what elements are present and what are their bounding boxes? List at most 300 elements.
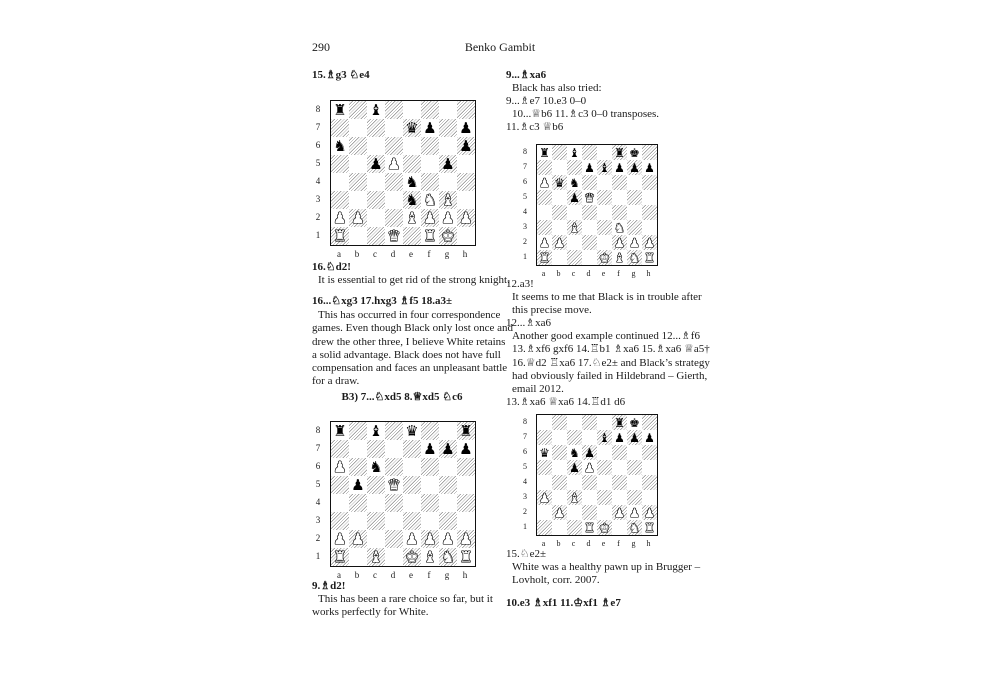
board-square [567, 160, 582, 175]
chess-board [536, 144, 658, 266]
white-pawn-icon: ♟ [554, 235, 565, 250]
board-square [537, 475, 552, 490]
black-pawn-icon: ♟ [369, 154, 383, 173]
board-square [597, 490, 612, 505]
board-square [349, 440, 367, 458]
chess-board [330, 100, 476, 246]
move-13: 13.♗xa6 ♕xa6 14.♖d1 d6 [506, 396, 626, 408]
board-square [552, 250, 567, 265]
white-rook-icon: ♜ [539, 250, 550, 265]
black-pawn-icon: ♟ [459, 136, 473, 155]
white-pawn-icon: ♟ [539, 490, 550, 505]
move-12: 12.a3! [506, 278, 534, 290]
chess-diagram-2 [312, 417, 482, 580]
board-square [582, 250, 597, 265]
white-queen-icon: ♛ [584, 190, 595, 205]
board-square [367, 137, 385, 155]
move-9: 9.♗d2! [312, 580, 346, 592]
board-square [597, 460, 612, 475]
board-square [627, 490, 642, 505]
file-label: f [617, 539, 620, 548]
black-rook-icon: ♜ [539, 145, 550, 160]
rank-label: 5 [523, 461, 527, 471]
rank-label: 1 [523, 521, 527, 531]
black-pawn-icon: ♟ [423, 439, 437, 458]
black-pawn-icon: ♟ [459, 118, 473, 137]
white-pawn-icon: ♟ [333, 208, 347, 227]
para-line: Lovholt, corr. 2007. [512, 574, 600, 587]
board-square [331, 119, 349, 137]
black-knight-icon: ♞ [569, 445, 580, 460]
board-square [421, 155, 439, 173]
board-square [627, 175, 642, 190]
board-square [367, 494, 385, 512]
black-rook-icon: ♜ [459, 421, 473, 440]
board-square [537, 160, 552, 175]
board-square [349, 227, 367, 245]
board-square [439, 137, 457, 155]
white-knight-icon: ♞ [614, 220, 625, 235]
file-label: h [462, 570, 468, 580]
file-label: f [427, 249, 431, 259]
para-line: works perfectly for White. [312, 606, 429, 619]
variation-line-1: 9...♗e7 10.e3 0–0 [506, 95, 587, 107]
paragraph-example [506, 330, 710, 396]
board-square [582, 505, 597, 520]
board-square [439, 512, 457, 530]
black-pawn-icon: ♟ [614, 160, 625, 175]
para-line: a solid advantage. Black does not have full [312, 348, 501, 361]
white-pawn-icon: ♟ [629, 505, 640, 520]
board-square [642, 175, 657, 190]
white-knight-icon: ♞ [423, 190, 437, 209]
file-label: f [427, 570, 431, 580]
para-line: for a draw. [312, 375, 360, 388]
file-label: e [409, 570, 413, 580]
black-bishop-icon: ♝ [599, 430, 610, 445]
board-square [403, 458, 421, 476]
board-square [457, 191, 475, 209]
white-pawn-icon: ♟ [351, 529, 365, 548]
board-square [349, 137, 367, 155]
file-label: d [586, 539, 591, 548]
black-rook-icon: ♜ [614, 415, 625, 430]
rank-label: 3 [523, 221, 527, 231]
board-square [385, 440, 403, 458]
para-line: compensation and faces an unpleasant battle [312, 362, 508, 375]
rank-label: 6 [523, 446, 527, 456]
board-square [349, 548, 367, 566]
white-bishop-icon: ♝ [441, 190, 455, 209]
rank-label: 3 [523, 491, 527, 501]
rank-label: 2 [523, 236, 527, 246]
board-square [642, 220, 657, 235]
black-queen-icon: ♛ [405, 118, 419, 137]
board-square [385, 101, 403, 119]
board-square [367, 173, 385, 191]
white-pawn-icon: ♟ [459, 208, 473, 227]
variation-line-2: 10...♕b6 11.♗c3 0–0 transposes. [512, 108, 660, 120]
white-king-icon: ♚ [599, 250, 610, 265]
rank-label: 7 [523, 161, 527, 171]
file-label: d [586, 269, 591, 278]
board-square [582, 490, 597, 505]
board-square [627, 205, 642, 220]
black-bishop-icon: ♝ [369, 100, 383, 119]
board-square [642, 460, 657, 475]
black-knight-icon: ♞ [369, 457, 383, 476]
board-square [403, 512, 421, 530]
board-square [627, 460, 642, 475]
rank-label: 6 [315, 139, 321, 150]
black-pawn-icon: ♟ [441, 439, 455, 458]
white-pawn-icon: ♟ [441, 208, 455, 227]
white-rook-icon: ♜ [459, 547, 473, 566]
black-queen-icon: ♛ [539, 445, 550, 460]
white-rook-icon: ♜ [644, 250, 655, 265]
board-square [642, 205, 657, 220]
file-label: e [601, 269, 606, 278]
chess-board [536, 414, 658, 536]
board-square [349, 155, 367, 173]
board-square [367, 227, 385, 245]
rank-label: 1 [315, 229, 321, 240]
board-square [439, 476, 457, 494]
board-square [367, 476, 385, 494]
file-label: h [462, 249, 468, 259]
white-pawn-icon: ♟ [554, 505, 565, 520]
black-pawn-icon: ♟ [569, 460, 580, 475]
board-square [385, 458, 403, 476]
file-label: c [571, 539, 576, 548]
black-queen-icon: ♛ [405, 421, 419, 440]
board-square [403, 227, 421, 245]
board-square [582, 475, 597, 490]
board-square [552, 220, 567, 235]
black-rook-icon: ♜ [333, 100, 347, 119]
board-square [403, 440, 421, 458]
board-square [403, 101, 421, 119]
black-knight-icon: ♞ [569, 175, 580, 190]
board-square [612, 190, 627, 205]
para-line: This has occurred in four correspondence [318, 309, 501, 321]
black-pawn-icon: ♟ [423, 118, 437, 137]
black-king-icon: ♚ [629, 415, 640, 430]
file-label: d [390, 570, 396, 580]
white-pawn-icon: ♟ [584, 460, 595, 475]
para-line: Another good example continued 12...♗f6 [512, 330, 700, 342]
file-label: e [601, 539, 606, 548]
black-bishop-icon: ♝ [369, 421, 383, 440]
chess-diagram-3 [520, 140, 660, 278]
board-square [457, 155, 475, 173]
rank-label: 6 [523, 176, 527, 186]
board-square [331, 440, 349, 458]
board-square [421, 173, 439, 191]
move-9-xa6: 9...♗xa6 [506, 69, 547, 81]
rank-label: 1 [523, 251, 527, 261]
white-rook-icon: ♜ [333, 547, 347, 566]
board-square [439, 494, 457, 512]
board-square [597, 190, 612, 205]
para-line: 13.♗xf6 gxf6 14.♖b1 ♗xa6 15.♗xa6 ♕a5† [512, 343, 710, 356]
rank-label: 5 [315, 157, 321, 168]
board-square [331, 173, 349, 191]
paragraph-1 [312, 309, 513, 389]
white-knight-icon: ♞ [441, 547, 455, 566]
file-label: a [541, 539, 546, 548]
rank-label: 4 [523, 476, 527, 486]
board-square [612, 175, 627, 190]
board-square [612, 475, 627, 490]
board-square [567, 475, 582, 490]
board-square [421, 512, 439, 530]
board-square [537, 190, 552, 205]
board-square [421, 476, 439, 494]
board-square [439, 119, 457, 137]
file-label: a [337, 249, 341, 259]
board-square [552, 190, 567, 205]
black-knight-icon: ♞ [333, 136, 347, 155]
file-label: c [373, 249, 377, 259]
chess-board [330, 421, 476, 567]
paragraph-2 [312, 593, 493, 620]
board-square [627, 190, 642, 205]
board-square [349, 191, 367, 209]
board-square [367, 530, 385, 548]
para-line: had obviously failed in Hildebrand – Gierth, [512, 369, 708, 382]
board-square [642, 475, 657, 490]
white-rook-icon: ♜ [423, 226, 437, 245]
board-square [457, 173, 475, 191]
paragraph-final [506, 561, 700, 588]
rank-label: 8 [315, 424, 321, 435]
board-square [403, 137, 421, 155]
rank-label: 3 [315, 193, 321, 204]
board-square [597, 475, 612, 490]
black-pawn-icon: ♟ [351, 475, 365, 494]
board-square [537, 220, 552, 235]
board-square [421, 422, 439, 440]
board-square [582, 415, 597, 430]
white-pawn-icon: ♟ [539, 235, 550, 250]
file-label: a [337, 570, 341, 580]
board-square [385, 530, 403, 548]
white-rook-icon: ♜ [584, 520, 595, 535]
board-square [367, 512, 385, 530]
board-square [331, 155, 349, 173]
board-square [367, 191, 385, 209]
board-square [552, 460, 567, 475]
board-square [552, 430, 567, 445]
board-square [597, 235, 612, 250]
board-square [552, 475, 567, 490]
board-square [567, 205, 582, 220]
black-bishop-icon: ♝ [599, 160, 610, 175]
board-square [349, 458, 367, 476]
rank-label: 7 [523, 431, 527, 441]
board-square [597, 220, 612, 235]
board-square [552, 415, 567, 430]
board-square [349, 494, 367, 512]
board-square [385, 191, 403, 209]
board-square [537, 205, 552, 220]
board-square [597, 415, 612, 430]
white-pawn-icon: ♟ [333, 529, 347, 548]
file-label: d [390, 249, 396, 259]
white-bishop-icon: ♝ [369, 547, 383, 566]
board-square [421, 458, 439, 476]
black-pawn-icon: ♟ [441, 154, 455, 173]
board-square [582, 145, 597, 160]
board-square [367, 440, 385, 458]
board-square [537, 505, 552, 520]
rank-label: 4 [523, 206, 527, 216]
page-number: 290 [312, 40, 330, 54]
black-pawn-icon: ♟ [644, 160, 655, 175]
para-line: It seems to me that Black is in trouble after [512, 291, 702, 303]
white-pawn-icon: ♟ [333, 457, 347, 476]
white-pawn-icon: ♟ [629, 235, 640, 250]
white-pawn-icon: ♟ [614, 235, 625, 250]
board-square [582, 430, 597, 445]
board-square [597, 145, 612, 160]
para-line: email 2012. [512, 383, 564, 396]
board-square [421, 101, 439, 119]
white-pawn-icon: ♟ [644, 235, 655, 250]
file-label: b [354, 570, 360, 580]
black-pawn-icon: ♟ [644, 430, 655, 445]
black-queen-icon: ♛ [554, 175, 565, 190]
white-pawn-icon: ♟ [614, 505, 625, 520]
board-square [457, 494, 475, 512]
rank-label: 8 [315, 103, 321, 114]
board-square [349, 422, 367, 440]
board-square [457, 227, 475, 245]
white-pawn-icon: ♟ [351, 208, 365, 227]
black-pawn-icon: ♟ [584, 160, 595, 175]
file-label: h [646, 269, 651, 278]
para-line: This has been a rare choice so far, but it [318, 593, 493, 605]
chess-diagram-1 [312, 96, 482, 259]
rank-label: 8 [523, 416, 527, 426]
move-16: 16.♘d2! [312, 261, 351, 273]
board-square [552, 160, 567, 175]
board-square [385, 173, 403, 191]
board-square [612, 520, 627, 535]
board-square [627, 220, 642, 235]
chess-diagram-4 [520, 410, 660, 548]
board-square [385, 209, 403, 227]
board-square [552, 520, 567, 535]
board-square [612, 460, 627, 475]
black-pawn-icon: ♟ [584, 445, 595, 460]
board-square [612, 490, 627, 505]
board-square [457, 512, 475, 530]
board-square [537, 520, 552, 535]
rank-label: 8 [523, 146, 527, 156]
board-square [421, 494, 439, 512]
board-square [567, 505, 582, 520]
rank-label: 7 [315, 442, 321, 453]
white-bishop-icon: ♝ [569, 490, 580, 505]
variation-line-3: 11.♗c3 ♕b6 [506, 121, 564, 133]
board-square [331, 476, 349, 494]
white-pawn-icon: ♟ [405, 529, 419, 548]
file-label: g [631, 539, 636, 548]
rank-label: 1 [315, 550, 321, 561]
note-text: It is essential to get rid of the strong knight. [318, 274, 510, 286]
board-square [349, 512, 367, 530]
white-pawn-icon: ♟ [539, 175, 550, 190]
white-bishop-icon: ♝ [405, 208, 419, 227]
running-title: Benko Gambit [464, 40, 536, 54]
rank-label: 4 [315, 496, 321, 507]
board-square [567, 415, 582, 430]
rank-label: 3 [315, 514, 321, 525]
board-square [582, 235, 597, 250]
board-square [642, 145, 657, 160]
board-square [552, 445, 567, 460]
board-square [349, 173, 367, 191]
white-knight-icon: ♞ [629, 520, 640, 535]
white-king-icon: ♚ [599, 520, 610, 535]
board-square [421, 137, 439, 155]
board-square [385, 422, 403, 440]
black-pawn-icon: ♟ [569, 190, 580, 205]
rank-label: 4 [315, 175, 321, 186]
rank-label: 2 [315, 532, 321, 543]
white-pawn-icon: ♟ [644, 505, 655, 520]
board-square [385, 494, 403, 512]
white-king-icon: ♚ [405, 547, 419, 566]
board-square [642, 415, 657, 430]
board-square [597, 445, 612, 460]
white-pawn-icon: ♟ [441, 529, 455, 548]
rank-label: 6 [315, 460, 321, 471]
para-line: this precise move. [512, 304, 592, 317]
board-square [612, 205, 627, 220]
board-square [582, 175, 597, 190]
board-square [597, 175, 612, 190]
board-square [567, 235, 582, 250]
board-square [642, 190, 657, 205]
para-line: 16.♕d2 ♖xa6 17.♘e2± and Black’s strategy [512, 356, 710, 369]
black-pawn-icon: ♟ [629, 430, 640, 445]
board-square [552, 205, 567, 220]
rank-label: 2 [523, 506, 527, 516]
white-queen-icon: ♛ [387, 226, 401, 245]
board-square [385, 512, 403, 530]
intro-text: Black has also tried: [512, 82, 602, 94]
move-15: 15.♘e2± [506, 548, 547, 560]
board-square [349, 101, 367, 119]
board-square [331, 191, 349, 209]
file-label: b [556, 269, 561, 278]
move-12-xa6: 12...♗xa6 [506, 317, 551, 329]
white-rook-icon: ♜ [644, 520, 655, 535]
rank-label: 2 [315, 211, 321, 222]
board-square [385, 137, 403, 155]
white-rook-icon: ♜ [333, 226, 347, 245]
black-rook-icon: ♜ [614, 145, 625, 160]
file-label: g [444, 570, 450, 580]
section-heading-b3: B3) 7...♘xd5 8.♕xd5 ♘c6 [341, 391, 463, 403]
white-queen-icon: ♛ [387, 475, 401, 494]
board-square [403, 494, 421, 512]
para-line: drew the other three, I believe White retains [312, 335, 506, 348]
black-pawn-icon: ♟ [614, 430, 625, 445]
